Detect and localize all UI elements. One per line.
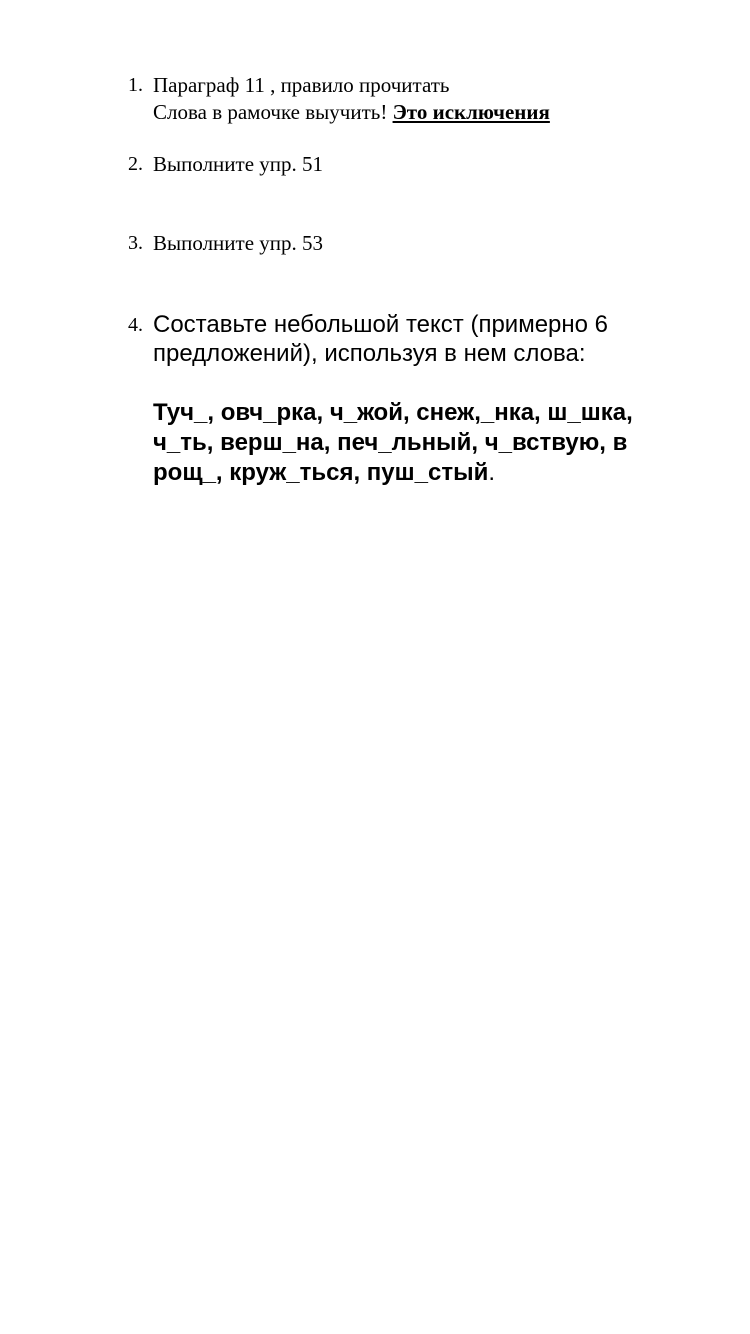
task-number: 2. <box>128 153 143 175</box>
memorize-instruction: Слова в рамочке выучить! <box>153 100 393 124</box>
word-list <box>153 398 653 488</box>
task-number: 4. <box>128 314 143 336</box>
task-number: 3. <box>128 232 143 254</box>
task-instruction: Составьте небольшой текст (примерно 6 предложений), используя в нем слова: <box>153 311 609 367</box>
task-text: Выполните упр. 51 <box>153 152 324 176</box>
exceptions-note: Это исключения <box>392 100 550 124</box>
task-text-line-2 <box>153 99 713 126</box>
word-list-words: Туч_, овч_рка, ч_жой, снеж,_нка, ш_шка, ч_ть, верш_на, печ_льный, ч_вствую, в рощ_, круж_ться, пуш_стый <box>153 399 633 486</box>
task-text: Параграф 11 , правило прочитать <box>153 73 450 97</box>
task-text: Выполните упр. 53 <box>153 231 324 255</box>
task-number: 1. <box>128 74 143 96</box>
word-list-period: . <box>488 459 496 486</box>
